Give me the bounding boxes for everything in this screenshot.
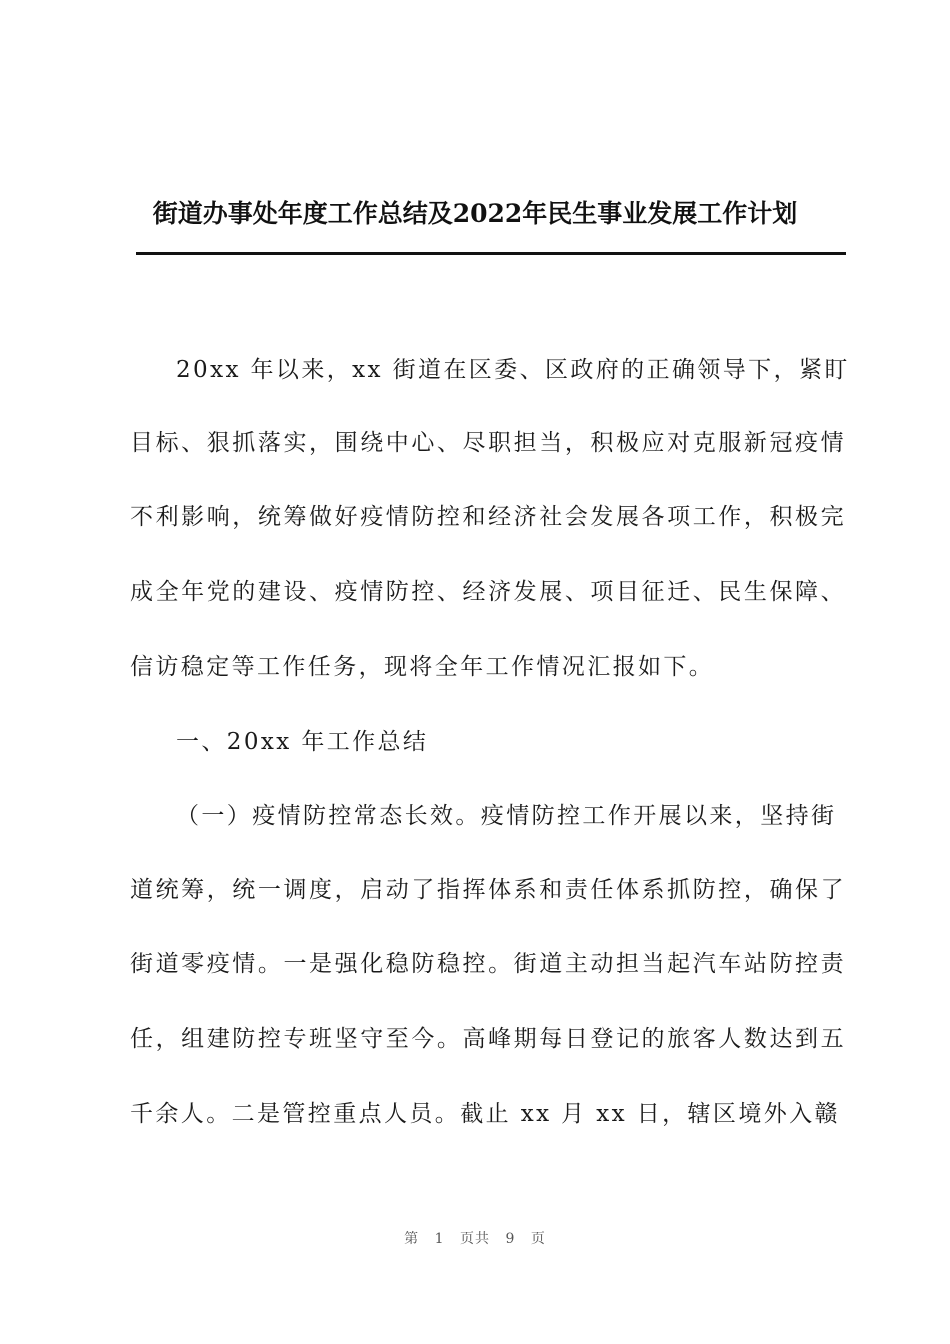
footer-middle: 页共 [460,1231,490,1247]
page-footer [0,1228,950,1250]
body-line: （一）疫情防控常态长效。疫情防控工作开展以来，坚持街 [176,803,837,829]
title-divider [136,252,846,255]
body-line: 不利影响，统筹做好疫情防控和经济社会发展各项工作，积极完 [130,504,846,530]
body-line: 街道零疫情。一是强化稳防稳控。街道主动担当起汽车站防控责 [130,951,846,977]
footer-page-number: 1 [434,1231,445,1247]
body-line: 成全年党的建设、疫情防控、经济发展、项目征迁、民生保障、 [130,579,846,605]
document-title: 街道办事处年度工作总结及2022年民生事业发展工作计划 [152,199,798,228]
body-line: 道统筹，统一调度，启动了指挥体系和责任体系抓防控，确保了 [130,877,846,903]
section-heading: 一、20xx 年工作总结 [176,729,429,755]
body-line: 信访稳定等工作任务，现将全年工作情况汇报如下。 [130,654,715,680]
body-line: 千余人。二是管控重点人员。截止 xx 月 xx 日，辖区境外入赣 [130,1101,840,1127]
body-line: 目标、狠抓落实，围绕中心、尽职担当，积极应对克服新冠疫情 [130,430,846,456]
footer-page-total: 9 [505,1231,516,1247]
footer-prefix: 第 [404,1231,420,1247]
body-line: 任，组建防控专班坚守至今。高峰期每日登记的旅客人数达到五 [130,1026,846,1052]
footer-suffix: 页 [530,1231,546,1247]
body-line: 20xx 年以来，xx 街道在区委、区政府的正确领导下，紧盯 [176,357,850,383]
